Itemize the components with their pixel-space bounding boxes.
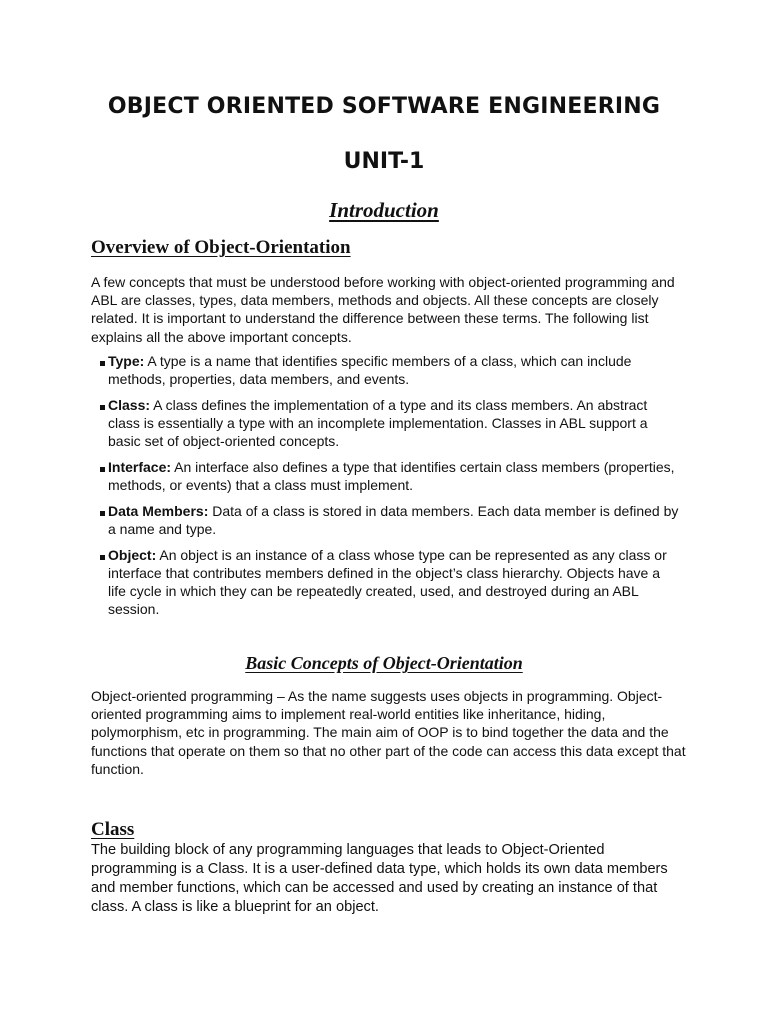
overview-heading: Overview of Object-Orientation xyxy=(91,237,351,258)
square-bullet-icon xyxy=(100,511,105,516)
introduction-heading: Introduction xyxy=(329,198,439,222)
document-title: OBJECT ORIENTED SOFTWARE ENGINEERING xyxy=(107,94,661,119)
list-item-term: Interface: xyxy=(108,459,172,475)
list-item-text: An object is an instance of a class whose type can be represented as any class or interface that contributes members defined in the object’s class hierarchy. Objects have a life cycle in which they can be repeatedly created, used, and destroyed during an ABL session. xyxy=(108,547,667,617)
list-item-type xyxy=(100,352,680,388)
square-bullet-icon xyxy=(100,405,105,410)
square-bullet-icon xyxy=(100,555,105,560)
list-item-data-members xyxy=(100,502,680,538)
list-item-text: A type is a name that identifies specific members of a class, which can include methods, properties, data members, and events. xyxy=(108,353,632,387)
list-item-interface xyxy=(100,458,680,494)
list-item-text: A class defines the implementation of a type and its class members. An abstract class is essentially a type with an incomplete implementation. Classes in ABL support a basic set of object-oriented concepts. xyxy=(108,397,648,449)
list-item-text: An interface also defines a type that identifies certain class members (properties, methods, or events) that a class must implement. xyxy=(108,459,675,493)
class-heading: Class xyxy=(91,819,135,840)
overview-paragraph: A few concepts that must be understood before working with object-oriented programming and ABL are classes, types, data members, methods and objects. All these concepts are closely related. It is important to understand the difference between these terms. The following list explains all the above important concepts. xyxy=(91,274,675,345)
list-item-term: Object: xyxy=(108,547,157,563)
square-bullet-icon xyxy=(100,361,105,366)
list-item-class xyxy=(100,396,680,450)
concept-list xyxy=(100,352,680,626)
basic-concepts-heading: Basic Concepts of Object-Orientation xyxy=(245,653,523,673)
list-item-term: Type: xyxy=(108,353,145,369)
square-bullet-icon xyxy=(100,467,105,472)
list-item-text: Data of a class is stored in data members. Each data member is defined by a name and type. xyxy=(108,503,679,537)
list-item-term: Data Members: xyxy=(108,503,209,519)
basic-concepts-paragraph: Object-oriented programming – As the name suggests uses objects in programming. Object-oriented programming aims to implement real-world entities like inheritance, hiding, polymorphism, etc in programming. The main aim of OOP is to bind together the data and the functions that operate on them so that no other part of the code can access this data except that function. xyxy=(91,688,686,777)
unit-title: UNIT-1 xyxy=(343,149,425,174)
list-item-term: Class: xyxy=(108,397,151,413)
list-item-object xyxy=(100,546,680,618)
class-paragraph: The building block of any programming languages that leads to Object-Oriented programming is a Class. It is a user-defined data type, which holds its own data members and member functions, which can be accessed and used by creating an instance of that class. A class is like a blueprint for an object. xyxy=(91,842,668,915)
